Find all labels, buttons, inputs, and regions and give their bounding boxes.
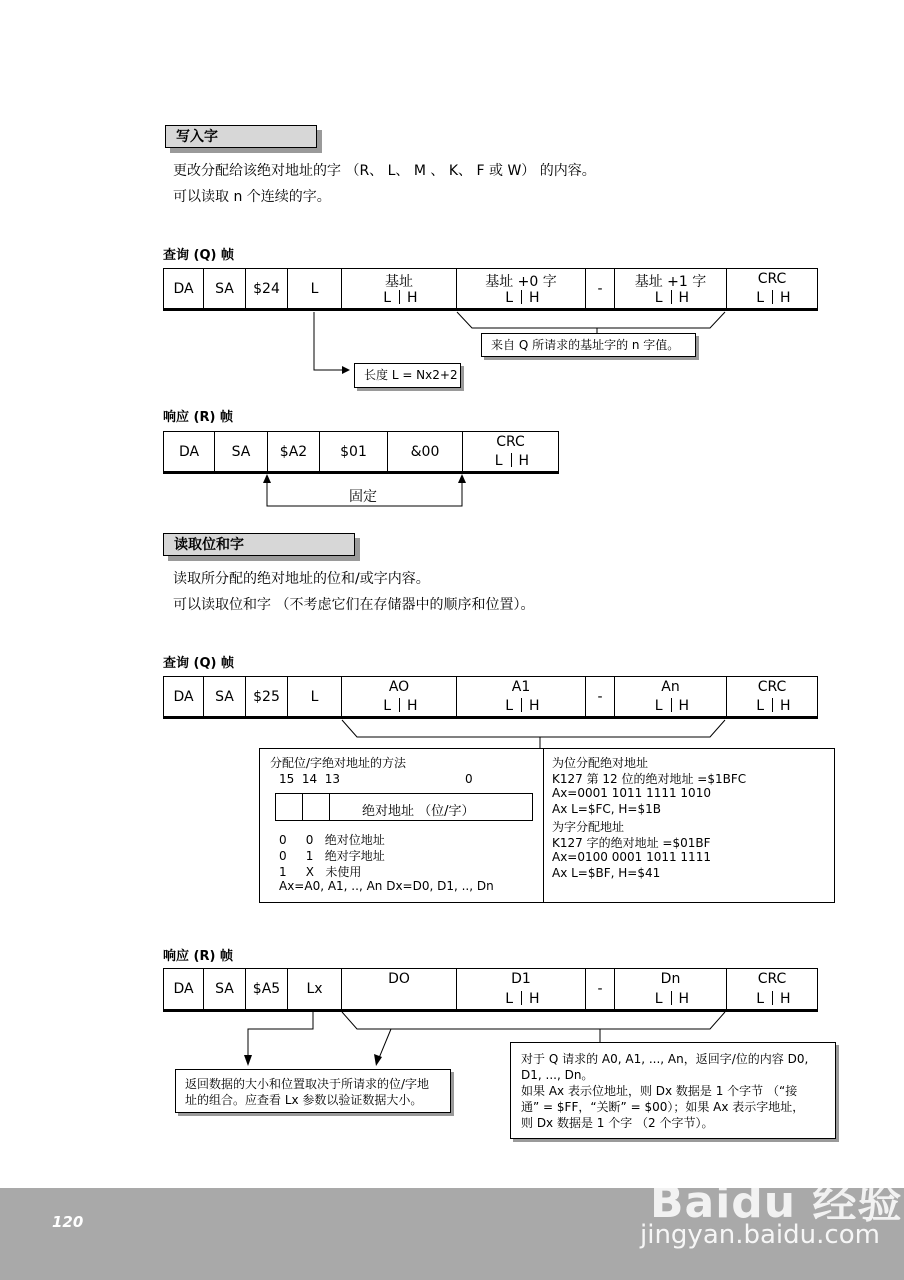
address-method-box [259, 748, 835, 903]
note-returned-values: 来自 Q 所请求的基址字的 n 字值。 [481, 333, 696, 357]
example-line-5: 为字分配地址 [552, 820, 625, 834]
cell-command: $25 [246, 677, 288, 716]
cell-sa: SA [215, 432, 268, 471]
cell-command: $24 [246, 269, 288, 308]
section-heading-write-word: 写入字 [165, 125, 317, 148]
cell-base-address: 基址 L H [342, 269, 457, 308]
cell-address-a0: AO L H [342, 677, 457, 716]
baidu-watermark-logo: Baidu 经验 [650, 1177, 903, 1228]
cell-crc: CRC L H [727, 677, 818, 716]
query-frame-label: 查询 (Q) 帧 [163, 248, 234, 263]
method-row-bit: 0 0 绝对位地址 [279, 833, 385, 847]
cell-ellipsis: - [586, 969, 615, 1009]
cell-command: $A5 [246, 969, 288, 1009]
fixed-label: 固定 [349, 489, 377, 505]
method-row-word: 0 1 绝对字地址 [279, 849, 385, 863]
cell-ellipsis: - [586, 269, 615, 308]
response-frame-label: 响应 (R) 帧 [163, 410, 233, 425]
cell-da: DA [164, 269, 204, 308]
cell-address-an: An L H [615, 677, 727, 716]
example-line-2: K127 第 12 位的绝对地址 =$1BFC [552, 772, 747, 786]
cell-address-a1: A1 L H [457, 677, 586, 716]
example-line-7: Ax=0100 0001 1011 1111 [552, 850, 711, 864]
method-row-unused: 1 X 未使用 [279, 865, 362, 879]
section1-description-line2: 可以读取 n 个连续的字。 [173, 189, 331, 205]
response-frame-write [163, 431, 559, 474]
query-frame-label: 查询 (Q) 帧 [163, 656, 234, 671]
cell-ellipsis: - [586, 677, 615, 716]
page-footer [0, 1177, 904, 1280]
baidu-watermark-url: jingyan.baidu.com [640, 1220, 880, 1250]
cell-da: DA [164, 432, 215, 471]
section1-description-line1: 更改分配给该绝对地址的字 （R、 L、 M 、 K、 F 或 W） 的内容。 [173, 163, 596, 179]
cell-crc: CRC L H [463, 432, 559, 471]
example-line-4: Ax L=$FC, H=$1B [552, 802, 661, 816]
page-number: 120 [52, 1213, 84, 1231]
cell-data-dn: Dn L H [615, 969, 727, 1009]
cell-sa: SA [204, 677, 246, 716]
cell-da: DA [164, 969, 204, 1009]
cell-crc: CRC L H [727, 269, 818, 308]
example-line-3: Ax=0001 1011 1111 1010 [552, 786, 711, 800]
method-title: 分配位/字绝对地址的方法 [270, 756, 407, 770]
section2-description-line1: 读取所分配的绝对地址的位和/或字内容。 [173, 571, 430, 587]
address-field-label: 绝对地址 （位/字） [362, 804, 475, 819]
method-row-ax-dx: Ax=A0, A1, .., An Dx=D0, D1, .., Dn [279, 879, 494, 893]
cell-command: $A2 [268, 432, 320, 471]
note-data-size: 返回数据的大小和位置取决于所请求的位/字地 址的组合。应查看 Lx 参数以验证数据大小。 [175, 1069, 451, 1113]
cell-da: DA [164, 677, 204, 716]
cell-value-01: $01 [320, 432, 388, 471]
note-length-formula: 长度 L = Nx2+2 [354, 363, 461, 388]
cell-value-00: &00 [388, 432, 463, 471]
example-line-1: 为位分配绝对地址 [552, 756, 649, 770]
method-bit-zero: 0 [465, 772, 473, 786]
cell-length: L [288, 677, 342, 716]
cell-sa: SA [204, 969, 246, 1009]
example-line-6: K127 字的绝对地址 =$01BF [552, 836, 711, 850]
cell-base-plus0: 基址 +0 字 L H [457, 269, 586, 308]
response-frame-label: 响应 (R) 帧 [163, 949, 233, 964]
address-bit-field [275, 793, 533, 821]
cell-data-d1: D1 L H [457, 969, 586, 1009]
example-line-8: Ax L=$BF, H=$41 [552, 866, 661, 880]
note-returned-data: 对于 Q 请求的 A0, A1, ..., An，返回字/位的内容 D0, D1, ..., Dn。 如果 Ax 表示位地址，则 Dx 数据是 1 个字节 （“接 通” = $FF，“关断” = $00）；如果 Ax 表示字地址， 则 Dx 数据是 1 个字 （2 个字节）。 [510, 1042, 836, 1139]
response-frame-read [163, 968, 818, 1012]
method-bit-numbers: 15 14 13 [279, 772, 341, 786]
section2-description-line2: 可以读取位和字 （不考虑它们在存储器中的顺序和位置）。 [173, 597, 535, 613]
cell-data-d0: DO [342, 969, 457, 1009]
cell-crc: CRC L H [727, 969, 818, 1009]
cell-sa: SA [204, 269, 246, 308]
cell-base-plus1: 基址 +1 字 L H [615, 269, 727, 308]
cell-length: Lx [288, 969, 342, 1009]
cell-length: L [288, 269, 342, 308]
section-heading-read-bits-words: 读取位和字 [163, 533, 355, 556]
